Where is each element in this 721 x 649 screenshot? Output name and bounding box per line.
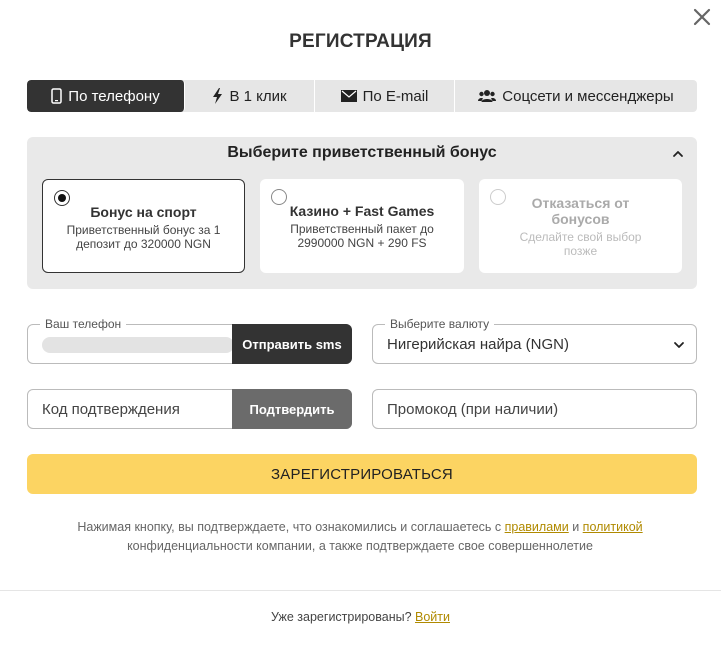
code-input[interactable]: Код подтверждения — [42, 401, 180, 418]
phone-label: Ваш телефон — [40, 317, 126, 331]
bonus-card-title: Бонус на спорт — [90, 204, 197, 220]
phone-icon — [51, 88, 62, 104]
terms-and: и — [568, 520, 583, 534]
envelope-icon — [341, 90, 357, 102]
rules-link[interactable]: правилами — [504, 520, 569, 534]
tab-phone[interactable] — [27, 80, 185, 112]
policy-link[interactable]: политикой — [582, 520, 643, 534]
tab-label: Соцсети и мессенджеры — [502, 87, 674, 105]
chevron-up-icon[interactable] — [671, 147, 685, 161]
bonus-card-decline[interactable] — [479, 179, 682, 273]
users-icon — [478, 89, 496, 103]
phone-input[interactable] — [42, 337, 234, 353]
terms-text — [60, 518, 660, 556]
bonus-card-desc: Сделайте свой выбор позже — [519, 230, 642, 258]
bonus-card-sport[interactable] — [42, 179, 245, 273]
bonus-card-casino[interactable] — [260, 179, 464, 273]
tab-email[interactable] — [315, 80, 455, 112]
bonus-card-desc: Приветственный пакет до 2990000 NGN + 290 FS — [290, 222, 434, 250]
send-sms-button[interactable]: Отправить sms — [232, 324, 352, 364]
close-icon[interactable] — [691, 6, 713, 28]
bonus-card-desc: Приветственный бонус за 1 депозит до 320000 NGN — [66, 223, 221, 251]
currency-select[interactable] — [372, 317, 697, 364]
currency-value: Нигерийская найра (NGN) — [387, 336, 569, 353]
phone-field[interactable] — [27, 317, 352, 364]
tab-label: По E-mail — [362, 87, 429, 105]
lightning-icon — [212, 88, 223, 104]
terms-text-after: конфиденциальности компании, а также подтверждаете свое совершеннолетие — [127, 539, 593, 553]
tab-label: По телефону — [68, 87, 160, 105]
tab-one-click[interactable] — [185, 80, 315, 112]
register-button[interactable]: ЗАРЕГИСТРИРОВАТЬСЯ — [27, 454, 697, 494]
promo-input[interactable]: Промокод (при наличии) — [387, 401, 559, 418]
divider — [0, 590, 721, 591]
confirm-button[interactable]: Подтвердить — [232, 389, 352, 429]
footer — [0, 610, 721, 624]
bonus-card-title: Отказаться от бонусов — [531, 195, 630, 227]
terms-text-before: Нажимая кнопку, вы подтверждаете, что ознакомились и соглашаетесь с — [77, 520, 505, 534]
bonus-heading: Выберите приветственный бонус — [227, 144, 497, 161]
already-registered-text: Уже зарегистрированы? — [270, 610, 416, 624]
chevron-down-icon[interactable] — [672, 338, 686, 352]
bonus-panel — [27, 137, 697, 289]
currency-label: Выберите валюту — [385, 317, 494, 331]
login-link[interactable]: Войти — [415, 610, 450, 624]
modal-title: РЕГИСТРАЦИЯ — [289, 31, 432, 52]
tab-label: В 1 клик — [229, 87, 287, 105]
promo-field[interactable] — [372, 389, 697, 429]
registration-tabs — [27, 80, 697, 112]
code-field[interactable] — [27, 389, 352, 429]
bonus-card-title: Казино + Fast Games — [289, 203, 435, 219]
tab-social[interactable] — [455, 80, 697, 112]
